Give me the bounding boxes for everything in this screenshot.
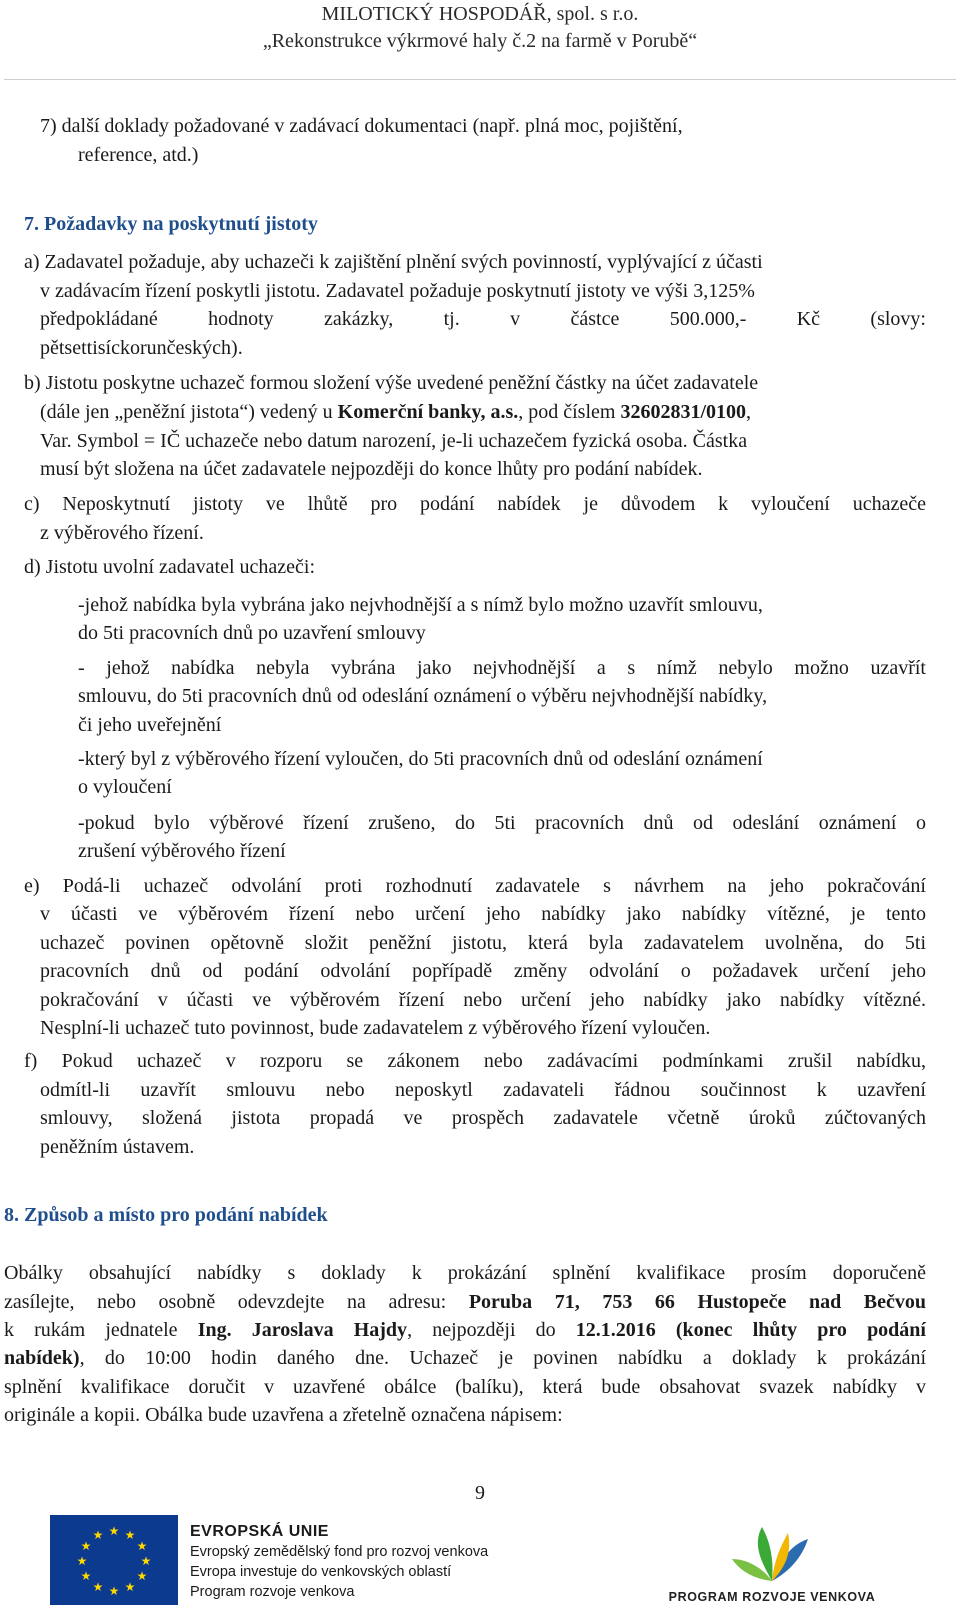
eu-fund-line: Evropský zemědělský fond pro rozvoj venkova xyxy=(190,1544,489,1560)
svg-text:★: ★ xyxy=(76,1554,88,1568)
section-8-line: k rukám jednatele Ing. Jaroslava Hajdy, nejpozději do 12.1.2016 (konec lhůty pro podání xyxy=(4,1319,926,1341)
svg-text:★: ★ xyxy=(92,1528,104,1542)
para-d-item: smlouvu, do 5ti pracovních dnů od odeslání oznámení o výběru nejvhodnější nabídky, xyxy=(78,685,768,707)
header-company: MILOTICKÝ HOSPODÁŘ, spol. s r.o. xyxy=(321,3,639,25)
para-b-line: b) Jistotu poskytne uchazeč formou složení výše uvedené peněžní částky na účet zadavatele xyxy=(24,372,759,394)
para-d-item: do 5ti pracovních dnů po uzavření smlouvy xyxy=(78,622,426,644)
prv-text: PROGRAM ROZVOJE VENKOVA xyxy=(668,1590,876,1604)
eu-program-line: Program rozvoje venkova xyxy=(190,1584,355,1600)
delivery-address: Poruba 71, 753 66 Hustopeče nad Bečvou xyxy=(468,1291,926,1313)
para-a-line: pětsettisíckorunčeských). xyxy=(40,337,243,359)
svg-text:★: ★ xyxy=(136,1569,148,1583)
eu-stars-icon xyxy=(50,1515,178,1605)
eu-invest-line: Evropa investuje do venkovských oblastí xyxy=(190,1564,452,1580)
section-7-heading: 7. Požadavky na poskytnutí jistoty xyxy=(24,213,318,235)
para-a-line: předpokládané hodnoty zakázky, tj. v částce 500.000,- Kč (slovy: xyxy=(40,308,926,330)
para-d-item: zrušení výběrového řízení xyxy=(78,840,286,862)
section-8-heading: 8. Způsob a místo pro podání nabídek xyxy=(4,1204,328,1226)
para-f-line: f) Pokud uchazeč v rozporu se zákonem nebo zadávacími podmínkami zrušil nabídku, xyxy=(24,1050,926,1072)
item7-line: reference, atd.) xyxy=(78,144,199,166)
para-d-item: -který byl z výběrového řízení vyloučen, do 5ti pracovních dnů od odeslání oznámení xyxy=(78,748,763,770)
para-c-line: z výběrového řízení. xyxy=(40,522,204,544)
bank-name: Komerční banky, a.s. xyxy=(337,401,519,423)
para-e-line: Nesplní-li uchazeč tuto povinnost, bude zadavatelem z výběrového řízení vyloučen. xyxy=(40,1017,711,1039)
para-e-line: e) Podá-li uchazeč odvolání proti rozhodnutí zadavatele s návrhem na jeho pokračování xyxy=(24,875,926,897)
para-d-item: o vyloučení xyxy=(78,776,172,798)
para-d-item: -jehož nabídka byla vybrána jako nejvhodnější a s nímž bylo možno uzavřít smlouvu, xyxy=(78,594,763,616)
eu-flag-logo xyxy=(50,1515,178,1605)
prv-logo xyxy=(612,1515,932,1615)
header-project: „Rekonstrukce výkrmové haly č.2 na farmě v Porubě“ xyxy=(262,30,698,52)
eu-text-block xyxy=(190,1521,488,1602)
svg-text:★: ★ xyxy=(140,1554,152,1568)
eu-title: EVROPSKÁ UNIE xyxy=(190,1523,329,1540)
para-e-line: pracovních dnů od podání odvolání popřípadě změny odvolání o požadavek určení jeho xyxy=(40,960,926,982)
svg-text:★: ★ xyxy=(108,1584,120,1598)
section-8-line: splnění kvalifikace doručit v uzavřené obálce (balíku), která bude obsahovat svazek nabídky v xyxy=(4,1376,926,1398)
prv-leaf-icon xyxy=(612,1515,932,1587)
svg-text:★: ★ xyxy=(124,1580,136,1594)
deadline-date: 12.1.2016 (konec lhůty pro podání xyxy=(575,1319,926,1341)
svg-text:★: ★ xyxy=(80,1539,92,1553)
para-b-line: Var. Symbol = IČ uchazeče nebo datum narození, je-li uchazečem fyzická osoba. Částka xyxy=(40,430,748,452)
para-c-line: c) Neposkytnutí jistoty ve lhůtě pro podání nabídek je důvodem k vyloučení uchazeče xyxy=(24,493,926,515)
para-a-line: v zadávacím řízení poskytli jistotu. Zadavatel požaduje poskytnutí jistoty ve výši 3,125% xyxy=(40,280,755,302)
svg-text:★: ★ xyxy=(92,1580,104,1594)
para-d-line: d) Jistotu uvolní zadavatel uchazeči: xyxy=(24,556,316,578)
svg-text:★: ★ xyxy=(108,1524,120,1538)
svg-text:★: ★ xyxy=(124,1528,136,1542)
footer xyxy=(0,1515,960,1620)
section-8-line: zasílejte, nebo osobně odevzdejte na adresu: Poruba 71, 753 66 Hustopeče nad Bečvou xyxy=(4,1291,926,1313)
para-b-line: musí být složena na účet zadavatele nejpozději do konce lhůty pro podání nabídek. xyxy=(40,458,703,480)
para-e-line: pokračování v účasti ve výběrovém řízení nebo určení jeho nabídky jako nabídky vítězné. xyxy=(40,989,926,1011)
contact-person: Ing. Jaroslava Hajdy xyxy=(197,1319,408,1341)
section-8-line: originále a kopii. Obálka bude uzavřena a zřetelně označena nápisem: xyxy=(4,1404,563,1426)
section-8-line: Obálky obsahující nabídky s doklady k prokázání splnění kvalifikace prosím doporučeně xyxy=(4,1262,926,1284)
svg-text:★: ★ xyxy=(80,1569,92,1583)
svg-text:★: ★ xyxy=(136,1539,148,1553)
account-number: 32602831/0100 xyxy=(620,401,747,423)
page-number: 9 xyxy=(475,1482,485,1504)
item7-line: 7) další doklady požadované v zadávací dokumentaci (např. plná moc, pojištění, xyxy=(40,115,683,137)
para-f-line: smlouvy, složená jistota propadá ve prospěch zadavatele včetně úroků zúčtovaných xyxy=(40,1107,926,1129)
para-e-line: uchazeč povinen opětovně složit peněžní jistotu, která byla zadavatelem uvolněna, do 5ti xyxy=(40,932,926,954)
para-a-line: a) Zadavatel požaduje, aby uchazeči k zajištění plnění svých povinností, vyplývající z účasti xyxy=(24,251,763,273)
header-divider xyxy=(4,79,956,80)
para-d-item: či jeho uveřejnění xyxy=(78,714,222,736)
para-e-line: v účasti ve výběrovém řízení nebo určení jeho nabídky jako nabídky vítězné, je tento xyxy=(40,903,926,925)
para-d-item: - jehož nabídka nebyla vybrána jako nejvhodnější a s nímž nebylo možno uzavřít xyxy=(78,657,926,679)
para-d-item: -pokud bylo výběrové řízení zrušeno, do 5ti pracovních dnů od odeslání oznámení o xyxy=(78,812,926,834)
para-f-line: odmítl-li uzavřít smlouvu nebo neposkytl zadavateli řádnou součinnost k uzavření xyxy=(40,1079,926,1101)
para-b-line: (dále jen „peněžní jistota“) vedený u Komerční banky, a.s., pod číslem 32602831/0100, xyxy=(40,401,752,423)
para-f-line: peněžním ústavem. xyxy=(40,1136,195,1158)
section-8-line: nabídek), do 10:00 hodin daného dne. Uchazeč je povinen nabídku a doklady k prokázání xyxy=(4,1347,926,1369)
